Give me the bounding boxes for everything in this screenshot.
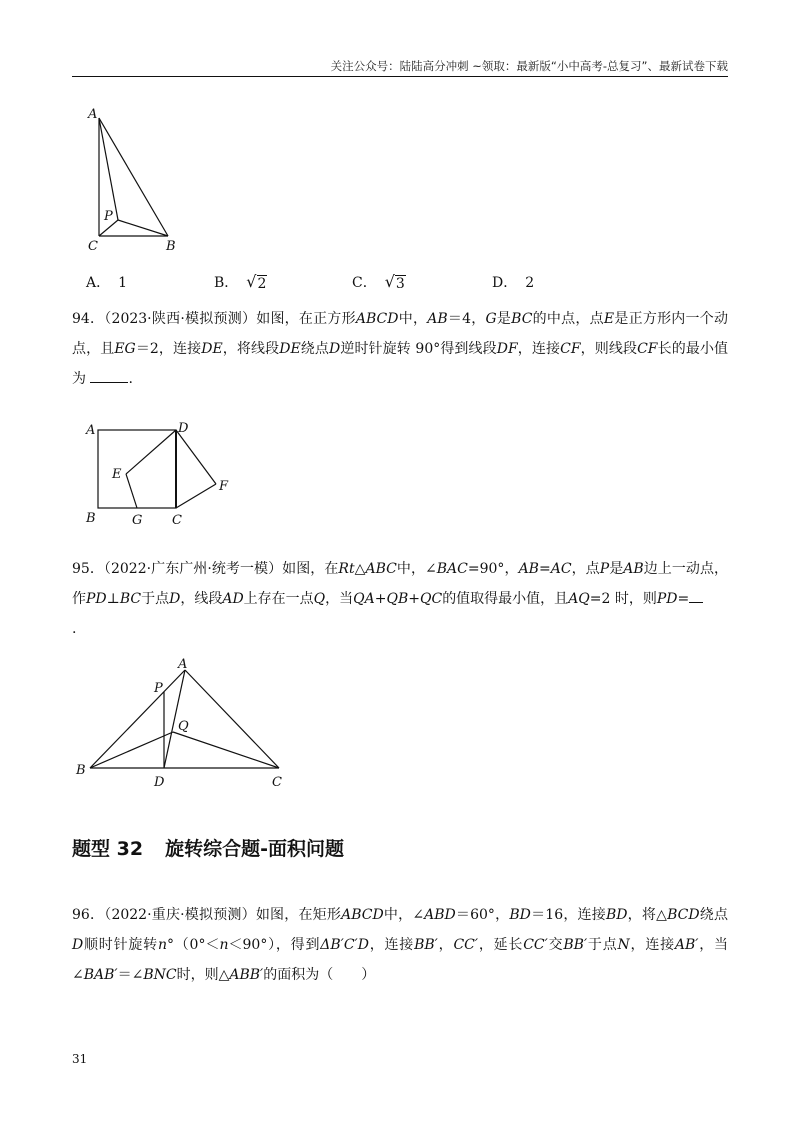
q95-text-14: + — [374, 591, 387, 607]
label-q: Q — [178, 719, 189, 734]
q95-var-p: P — [599, 561, 610, 577]
q96-var-abb: ABB′ — [229, 967, 264, 983]
option-c-value: 3 — [395, 276, 405, 292]
q96-text-19: 的面积为（ ） — [263, 967, 376, 983]
q95-var-ac: AC — [550, 561, 572, 577]
header-divider — [72, 76, 728, 77]
q93-options — [86, 272, 586, 294]
option-c[interactable] — [352, 272, 406, 292]
q94-var-cf: CF — [560, 341, 581, 357]
q96-text-15: ，连接 — [629, 937, 675, 953]
q95-text-15: + — [408, 591, 420, 607]
q94-text-4: 是 — [496, 311, 512, 327]
label-d: D — [178, 421, 189, 436]
q94-var-df: DF — [496, 341, 518, 357]
q95-var-bac: BAC — [436, 561, 468, 577]
q94-var-de-2: DE — [279, 341, 301, 357]
q96-var-d: D — [72, 937, 84, 953]
option-b-sqrt — [246, 273, 267, 292]
label-e: E — [112, 467, 122, 482]
option-b-value: 2 — [257, 276, 267, 292]
q96-text-17: ＝∠ — [117, 967, 144, 983]
q95-text-1: 95．（2022·广东广州·统考一模）如图，在 — [72, 561, 339, 577]
q96-var-n-2: n — [219, 937, 229, 953]
q94-text-11: ，连接 — [517, 341, 561, 357]
q94-var-abcd: ABCD — [355, 311, 399, 327]
q94-var-de: DE — [201, 341, 223, 357]
label-f: F — [219, 479, 229, 494]
q95-var-rt: Rt — [338, 561, 355, 577]
q95-text-13: ，当 — [325, 591, 354, 607]
q96-var-bnc: BNC — [143, 967, 177, 983]
q96-text-16: ，当∠ — [72, 937, 729, 983]
q95-var-ad: AD — [222, 591, 244, 607]
q96-text-4: ＝16，连接 — [530, 907, 606, 923]
q95-text-17: =2 时，则 — [589, 591, 657, 607]
q95-var-qb: QB — [386, 591, 409, 607]
q94-text-2: 中， — [398, 311, 428, 327]
q95-var-bc: BC — [119, 591, 142, 607]
q94-text-7: ＝2，连接 — [135, 341, 202, 357]
q96-text-7: 顺时针旋转 — [83, 937, 158, 953]
q96-var-bd-2: BD — [605, 907, 628, 923]
q94-var-g: G — [485, 311, 497, 327]
q94-text-6: 是正方形内一个动点，且 — [72, 311, 729, 357]
q95-text-3: 中，∠ — [396, 561, 437, 577]
label-b: B — [76, 763, 86, 778]
figure-square-abcd-svg — [80, 418, 250, 530]
q95-var-qc: QC — [419, 591, 443, 607]
figure-square-abcd — [80, 418, 250, 530]
q94-text-8: ，将线段 — [222, 341, 280, 357]
segment-eg — [126, 474, 137, 508]
q95-var-pd-2: PD — [656, 591, 678, 607]
q95-var-q: Q — [313, 591, 326, 607]
q95-text-11: ，线段 — [180, 591, 223, 607]
q94-var-ab: AB — [427, 311, 448, 327]
q95-text-19: . — [72, 621, 77, 637]
label-c: C — [88, 239, 98, 254]
q95-text-12: 上存在一点 — [243, 591, 314, 607]
figure-right-triangle-abc-svg — [72, 654, 296, 790]
q95-text-18: = — [677, 591, 690, 607]
segment-df — [176, 430, 216, 484]
q95-var-ab: AB — [518, 561, 539, 577]
segment-qc — [173, 732, 279, 768]
q96-var-abd: ABD — [424, 907, 456, 923]
option-a-letter: A． — [86, 275, 111, 291]
label-p: P — [104, 209, 113, 224]
label-c: C — [172, 513, 182, 528]
problem-96 — [72, 900, 728, 990]
q96-text-18: 时，则△ — [176, 967, 230, 983]
q95-text-2: △ — [354, 561, 366, 577]
q95-text-8: 边上一动点，作 — [72, 561, 729, 607]
q95-text-6: ，点 — [571, 561, 600, 577]
q94-text-10: 逆时针旋转 90°得到线段 — [340, 341, 497, 357]
option-a-value: 1 — [118, 275, 128, 291]
q95-var-aq: AQ — [568, 591, 590, 607]
q95-var-d: D — [169, 591, 181, 607]
q95-text-4: =90°， — [467, 561, 519, 577]
q96-var-bab: BAB′ — [83, 967, 118, 983]
q96-var-bd: BD — [509, 907, 531, 923]
q96-var-n-point: N — [617, 937, 630, 953]
figure-triangle-apcb — [80, 104, 200, 256]
page-header: 关注公众号：陆陆高分冲刺 ~领取：最新版“小中高考-总复习”、最新试卷下载 — [330, 59, 728, 73]
q94-var-cf-2: CF — [637, 341, 658, 357]
q96-var-bb: BB′ — [414, 937, 438, 953]
page-number: 31 — [72, 1052, 88, 1066]
sqrt-sign-icon: √ — [384, 272, 395, 291]
q96-text-13: 交 — [547, 937, 564, 953]
q96-var-bcd: BCD — [667, 907, 700, 923]
q96-text-11: ， — [437, 937, 454, 953]
q95-text-10: 于点 — [141, 591, 170, 607]
segment-cf — [176, 484, 216, 508]
q96-var-bb-2: BB′ — [563, 937, 588, 953]
label-b: B — [166, 239, 176, 254]
segment-ac — [185, 670, 279, 768]
q95-var-ab-2: AB — [623, 561, 644, 577]
figure-triangle-apcb-svg — [80, 104, 200, 256]
q96-text-3: ＝60°， — [455, 907, 510, 923]
label-a: A — [86, 423, 96, 438]
label-g: G — [132, 513, 143, 528]
q96-text-5: ，将△ — [627, 907, 668, 923]
segment-qb — [90, 732, 173, 768]
square-abcd — [98, 430, 176, 508]
q96-text-10: ，连接 — [368, 937, 415, 953]
q96-var-cc: CC′ — [453, 937, 479, 953]
q94-var-d: D — [329, 341, 341, 357]
q94-text-1: 94．（2023·陕西·模拟预测）如图，在正方形 — [72, 311, 356, 327]
q96-text-1: 96．（2022·重庆·模拟预测）如图，在矩形 — [72, 907, 342, 923]
q95-var-qa: QA — [353, 591, 375, 607]
label-d: D — [154, 775, 165, 790]
option-b[interactable] — [214, 272, 267, 292]
segment-ab — [90, 670, 185, 768]
q95-text-5: = — [538, 561, 551, 577]
q94-var-e: E — [603, 311, 615, 327]
q96-var-cc-2: CC′ — [523, 937, 548, 953]
option-b-letter: B． — [214, 275, 239, 291]
q95-text-7: 是 — [609, 561, 624, 577]
q94-text-14: . — [128, 371, 133, 387]
label-c: C — [272, 775, 282, 790]
problem-95 — [72, 554, 728, 644]
label-b: B — [86, 511, 96, 526]
segment-de — [126, 430, 176, 474]
q95-var-pd: PD — [86, 591, 107, 607]
option-c-sqrt — [385, 273, 406, 292]
q96-text-2: 中，∠ — [383, 907, 425, 923]
q95-answer-blank[interactable] — [689, 588, 703, 603]
option-d-letter: D． — [492, 275, 518, 291]
q94-text-5: 的中点，点 — [532, 311, 604, 327]
sqrt-sign-icon: √ — [246, 272, 257, 291]
q94-text-12: ，则线段 — [580, 341, 638, 357]
option-d[interactable] — [492, 272, 534, 292]
q94-answer-blank[interactable] — [90, 368, 128, 383]
q96-text-8: °（0°＜ — [166, 937, 220, 953]
option-c-letter: C． — [352, 275, 377, 291]
q95-text-16: 的值取得最小值，且 — [442, 591, 569, 607]
q96-var-n: n — [157, 937, 167, 953]
q95-text-9: ⊥ — [106, 591, 120, 607]
problem-94 — [72, 304, 728, 394]
q96-text-12: ，延长 — [478, 937, 524, 953]
section-title — [72, 834, 366, 861]
q96-var-triangle: ΔB′C′D — [320, 937, 369, 953]
q96-text-14: 于点 — [587, 937, 618, 953]
q94-text-3: ＝4， — [447, 311, 486, 327]
q94-var-bc: BC — [511, 311, 533, 327]
q94-text-9: 绕点 — [300, 341, 329, 357]
q94-text-13: 长的最小值为 — [72, 341, 729, 387]
q96-text-9: ＜90°），得到 — [228, 937, 321, 953]
label-p: P — [154, 681, 163, 696]
q96-var-ab: AB′ — [674, 937, 699, 953]
q96-text-6: 绕点 — [699, 907, 728, 923]
option-a[interactable] — [86, 272, 127, 292]
label-a: A — [88, 107, 98, 122]
q96-var-abcd: ABCD — [341, 907, 384, 923]
section-number: 题型 32 — [72, 838, 144, 860]
section-name: 旋转综合题-面积问题 — [165, 838, 344, 860]
q94-var-eg: EG — [114, 341, 136, 357]
label-a: A — [178, 657, 188, 672]
figure-right-triangle-abc — [72, 654, 296, 790]
q95-var-abc: ABC — [365, 561, 397, 577]
option-d-value: 2 — [525, 275, 535, 291]
